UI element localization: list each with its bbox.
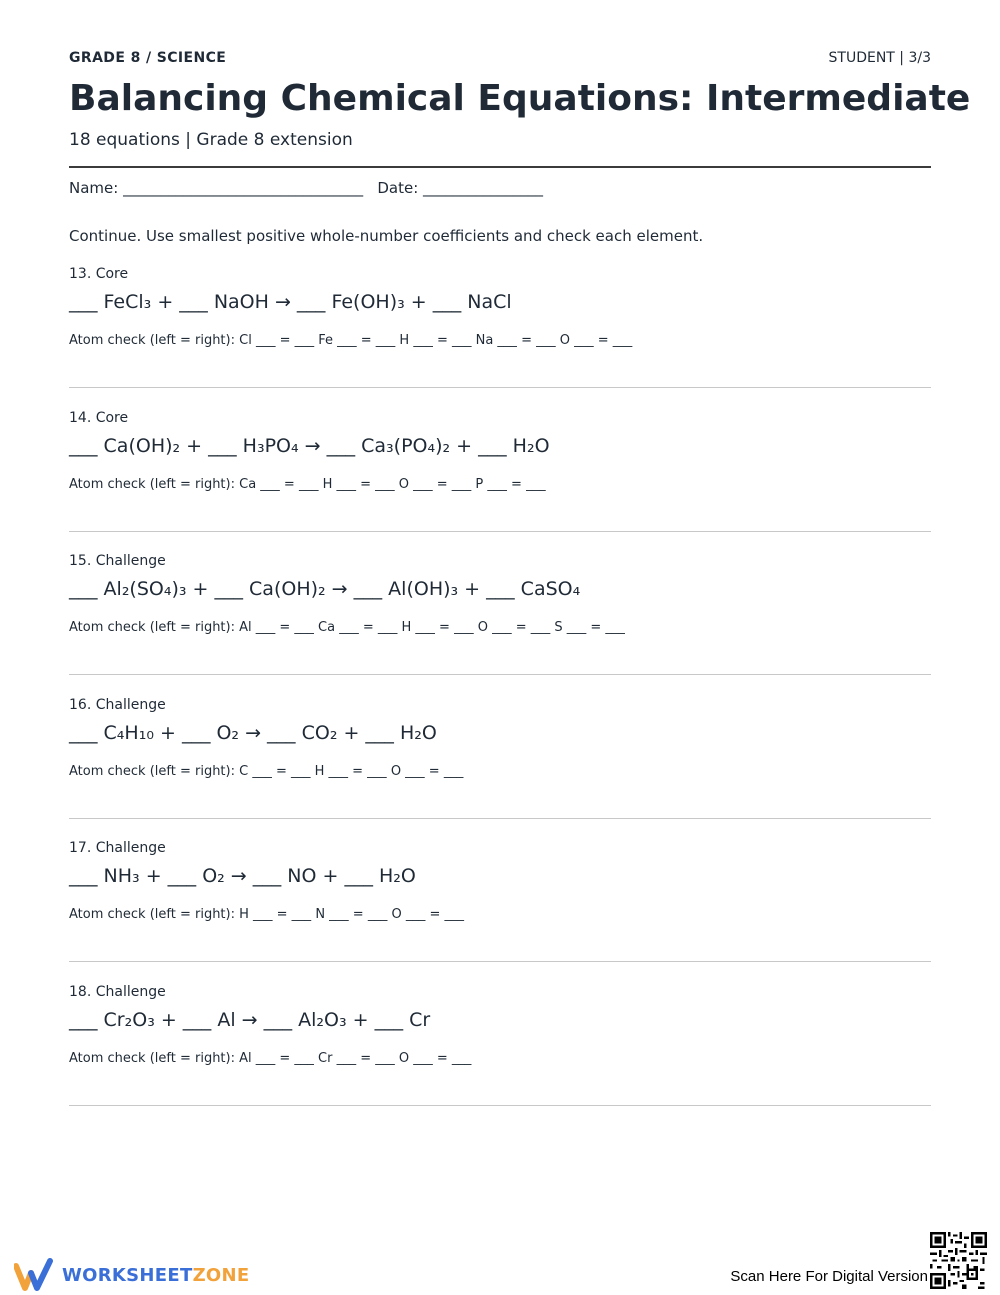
atom-check: Atom check (left = right): Cl ___ = ___ Fe ___ = ___ H ___ = ___ Na ___ = ___ O ___ = ___	[69, 333, 633, 348]
page-subtitle: 18 equations | Grade 8 extension	[69, 130, 353, 150]
problem-label: 14. Core	[69, 410, 129, 426]
worksheetzone-w-icon	[14, 1258, 54, 1292]
problem-divider	[69, 961, 931, 962]
problem-divider	[69, 1105, 931, 1106]
logo-wordmark	[62, 1265, 250, 1286]
grade-subject: GRADE 8 / SCIENCE	[69, 50, 227, 66]
problem-equation: ___ Cr₂O₃ + ___ Al → ___ Al₂O₃ + ___ Cr	[69, 1009, 431, 1031]
atom-check: Atom check (left = right): Al ___ = ___ Ca ___ = ___ H ___ = ___ O ___ = ___ S ___ = ___	[69, 620, 625, 635]
problem-divider	[69, 674, 931, 675]
name-date-line: Name: ________________________________ Date: ________________	[69, 179, 544, 197]
top-bar	[69, 50, 931, 70]
problem-equation: ___ FeCl₃ + ___ NaOH → ___ Fe(OH)₃ + ___ NaCl	[69, 291, 512, 313]
problem-label: 16. Challenge	[69, 697, 166, 713]
problem-13	[69, 266, 931, 409]
problem-label: 15. Challenge	[69, 553, 166, 569]
problem-equation: ___ C₄H₁₀ + ___ O₂ → ___ CO₂ + ___ H₂O	[69, 722, 437, 744]
page-title: Balancing Chemical Equations: Intermediate	[69, 78, 971, 119]
problem-17	[69, 840, 931, 983]
atom-check: Atom check (left = right): Al ___ = ___ Cr ___ = ___ O ___ = ___	[69, 1051, 472, 1066]
atom-check: Atom check (left = right): C ___ = ___ H ___ = ___ O ___ = ___	[69, 764, 464, 779]
qr-code-icon[interactable]	[930, 1232, 987, 1289]
atom-check: Atom check (left = right): H ___ = ___ N ___ = ___ O ___ = ___	[69, 907, 464, 922]
problem-equation: ___ Al₂(SO₄)₃ + ___ Ca(OH)₂ → ___ Al(OH)₃ + ___ CaSO₄	[69, 578, 581, 600]
problem-label: 13. Core	[69, 266, 129, 282]
page-info: STUDENT | 3/3	[828, 50, 931, 66]
problem-equation: ___ NH₃ + ___ O₂ → ___ NO + ___ H₂O	[69, 865, 416, 887]
logo-text-zone: ZONE	[192, 1265, 250, 1286]
problem-equation: ___ Ca(OH)₂ + ___ H₃PO₄ → ___ Ca₃(PO₄)₂ + ___ H₂O	[69, 435, 550, 457]
problem-divider	[69, 818, 931, 819]
scan-caption: Scan Here For Digital Version	[730, 1268, 928, 1285]
problem-18	[69, 984, 931, 1127]
problem-16	[69, 697, 931, 840]
problem-label: 18. Challenge	[69, 984, 166, 1000]
problem-15	[69, 553, 931, 696]
problem-divider	[69, 387, 931, 388]
problem-label: 17. Challenge	[69, 840, 166, 856]
problem-divider	[69, 531, 931, 532]
instructions: Continue. Use smallest positive whole-number coefficients and check each element.	[69, 227, 704, 245]
atom-check: Atom check (left = right): Ca ___ = ___ H ___ = ___ O ___ = ___ P ___ = ___	[69, 477, 546, 492]
problem-14	[69, 410, 931, 553]
logo-text-worksheet: WORKSHEET	[62, 1265, 193, 1286]
header-divider	[69, 166, 931, 168]
